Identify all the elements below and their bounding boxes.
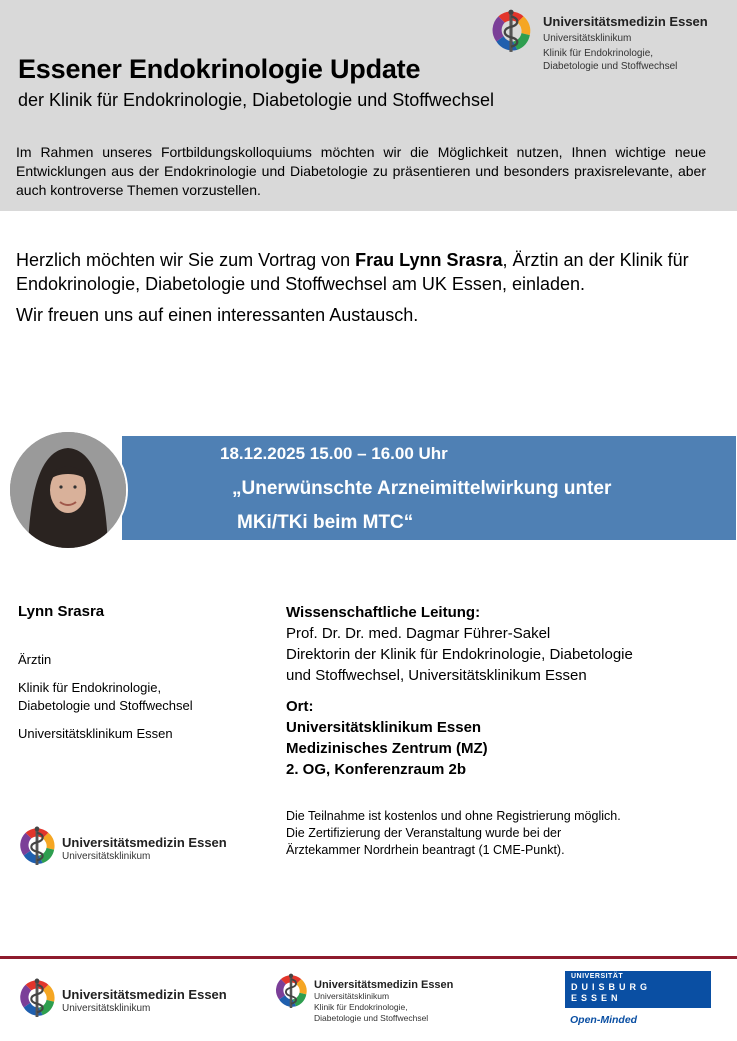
page-title: Essener Endokrinologie Update bbox=[18, 54, 421, 84]
leitung-name: Prof. Dr. Dr. med. Dagmar Führer-Sakel bbox=[286, 625, 551, 642]
speaker-photo bbox=[8, 430, 128, 550]
invitation-prefix: Herzlich möchten wir Sie zum Vortrag von bbox=[16, 250, 356, 270]
speaker-dept-line1: Klinik für Endokrinologie, bbox=[18, 680, 162, 695]
invitation-text bbox=[16, 248, 696, 327]
header-logo-line3: Diabetologie und Stoffwechsel bbox=[543, 61, 678, 72]
event-details bbox=[286, 602, 706, 780]
ude-line1: UNIVERSITÄT bbox=[571, 973, 624, 980]
speaker-name: Lynn Srasra bbox=[18, 603, 105, 620]
speaker-portrait-icon bbox=[10, 432, 126, 548]
ort-line2: Medizinisches Zentrum (MZ) bbox=[286, 740, 488, 757]
speaker-role: Ärztin bbox=[18, 652, 52, 667]
speaker-dept-line2: Diabetologie und Stoffwechsel bbox=[18, 698, 193, 713]
invitation-suffix: , Ärztin an der Klinik für Endokrinologie, Diabetologie und Stoffwechsel am UK Essen, einladen. bbox=[16, 250, 689, 294]
leitung-position-line2: und Stoffwechsel, Universitätsklinikum Essen bbox=[286, 667, 587, 684]
ort-line1: Universitätsklinikum Essen bbox=[286, 719, 482, 736]
ude-tagline: Open-Minded bbox=[570, 1014, 638, 1026]
speaker-logo-title: Universitätsmedizin Essen bbox=[62, 835, 227, 850]
invitation-closing: Wir freuen uns auf einen interessanten Austausch. bbox=[16, 305, 419, 325]
university-medicine-logo-icon bbox=[489, 8, 533, 54]
ude-logo bbox=[565, 971, 711, 1008]
university-medicine-logo-icon bbox=[18, 977, 56, 1019]
university-medicine-logo-icon bbox=[18, 825, 56, 867]
footer-logo1-text bbox=[62, 987, 227, 1015]
header-logo-title: Universitätsmedizin Essen bbox=[543, 14, 708, 29]
speaker-institution: Universitätsklinikum Essen bbox=[18, 726, 173, 741]
ude-line2: DUISBURG bbox=[571, 982, 652, 992]
ort-heading: Ort: bbox=[286, 698, 314, 715]
footer-logo2 bbox=[274, 972, 308, 1010]
footer-logo2-text bbox=[314, 979, 453, 1024]
event-title-line1: „Unerwünschte Arzneimittelwirkung unter bbox=[232, 478, 612, 499]
event-datetime: 18.12.2025 15.00 – 16.00 Uhr bbox=[220, 444, 448, 463]
header-logo-line1: Universitätsklinikum bbox=[543, 33, 632, 44]
footer-logo1-sub: Universitätsklinikum bbox=[62, 1003, 151, 1014]
speaker-logo bbox=[18, 825, 56, 867]
invitation-speaker: Frau Lynn Srasra bbox=[355, 250, 503, 270]
header-logo bbox=[489, 8, 533, 54]
event-title-line2: MKi/TKi beim MTC“ bbox=[237, 512, 414, 533]
university-medicine-logo-icon bbox=[274, 972, 308, 1010]
footer-logo2-sub2: Klinik für Endokrinologie, bbox=[314, 1002, 408, 1012]
participation-notice bbox=[286, 808, 706, 859]
page-subtitle: der Klinik für Endokrinologie, Diabetologie und Stoffwechsel bbox=[18, 90, 494, 110]
leitung-heading: Wissenschaftliche Leitung: bbox=[286, 604, 481, 621]
ude-line3: ESSEN bbox=[571, 993, 622, 1003]
invitation-paragraph bbox=[16, 248, 696, 296]
speaker-info bbox=[18, 603, 258, 743]
footer-logo2-sub3: Diabetologie und Stoffwechsel bbox=[314, 1013, 429, 1023]
header-logo-text bbox=[543, 14, 708, 73]
notice-line1: Die Teilnahme ist kostenlos und ohne Registrierung möglich. bbox=[286, 809, 621, 823]
header-logo-line2: Klinik für Endokrinologie, bbox=[543, 48, 654, 59]
leitung-position-line1: Direktorin der Klinik für Endokrinologie, Diabetologie bbox=[286, 646, 633, 663]
notice-line2: Die Zertifizierung der Veranstaltung wurde bei der bbox=[286, 826, 562, 840]
footer-logo2-title: Universitätsmedizin Essen bbox=[314, 979, 454, 991]
intro-text: Im Rahmen unseres Fortbildungskolloquiums möchten wir die Möglichkeit nutzen, Ihnen wichtige neue Entwicklungen aus der Endokrinologie und Diabetologie zu präsentieren und besonders praxisrelevante, aber auch kontroverse Themen vorzustellen. bbox=[16, 144, 706, 198]
notice-line3: Ärztekammer Nordrhein beantragt (1 CME-Punkt). bbox=[286, 843, 565, 857]
ort-line3: 2. OG, Konferenzraum 2b bbox=[286, 761, 467, 778]
footer-divider bbox=[0, 956, 737, 959]
speaker-logo-sub: Universitätsklinikum bbox=[62, 851, 151, 862]
footer-logo1 bbox=[18, 977, 56, 1019]
speaker-logo-text bbox=[62, 835, 227, 863]
footer-logo1-title: Universitätsmedizin Essen bbox=[62, 987, 227, 1002]
footer-logo2-sub1: Universitätsklinikum bbox=[314, 991, 390, 1001]
